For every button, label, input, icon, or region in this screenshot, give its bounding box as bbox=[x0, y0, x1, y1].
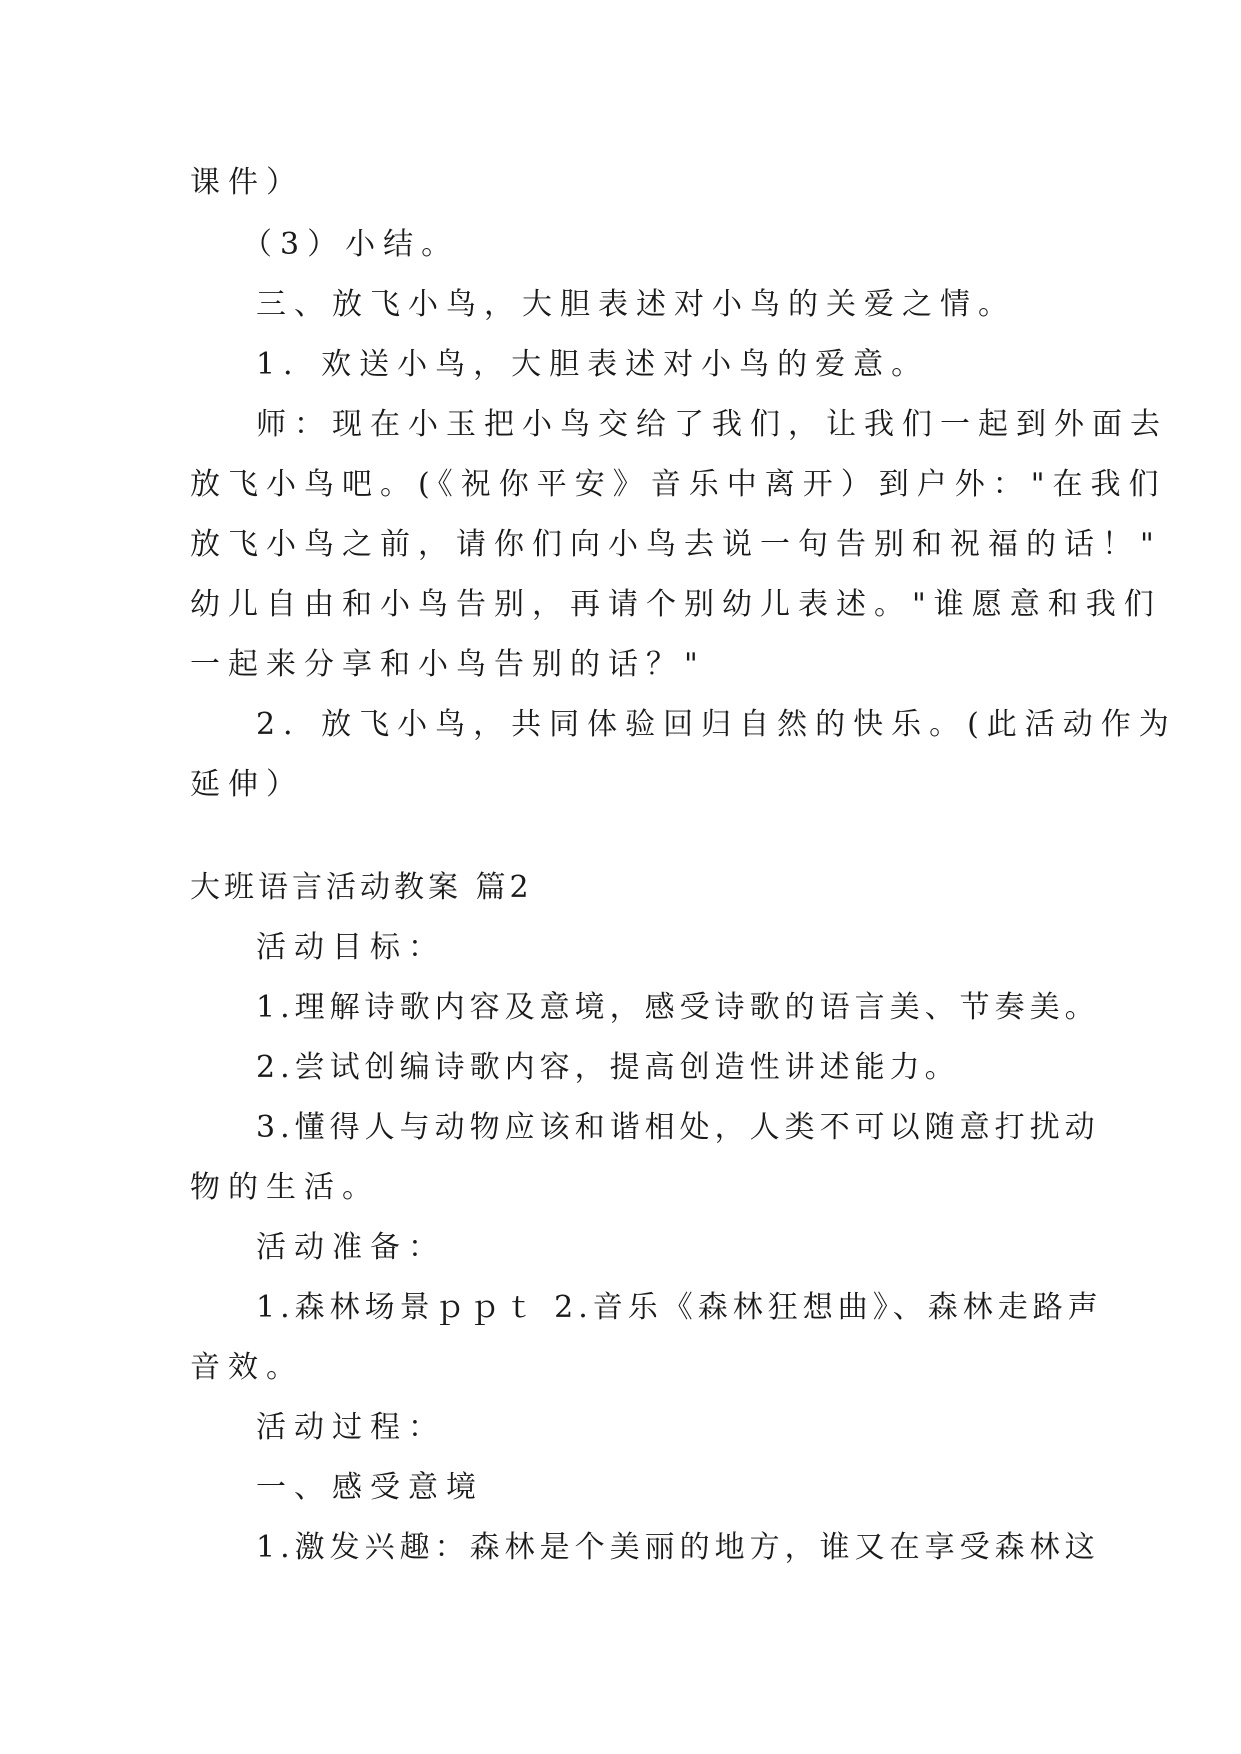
text-line: 1.理解诗歌内容及意境，感受诗歌的语言美、节奏美。 bbox=[256, 990, 1100, 1025]
text-line: 1.激发兴趣：森林是个美丽的地方，谁又在享受森林这 bbox=[256, 1530, 1100, 1565]
section-heading: 三、放飞小鸟，大胆表述对小鸟的关爱之情。 bbox=[256, 287, 1016, 322]
text-line: 1．欢送小鸟，大胆表述对小鸟的爱意。 bbox=[256, 347, 930, 382]
text-line: 放飞小鸟之前，请你们向小鸟去说一句告别和祝福的话！" bbox=[190, 527, 1162, 562]
section-heading: 一、感受意境 bbox=[256, 1470, 484, 1505]
text-line: 课件） bbox=[190, 165, 304, 200]
text-line: 2.尝试创编诗歌内容，提高创造性讲述能力。 bbox=[256, 1050, 960, 1085]
section-heading: 活动目标： bbox=[256, 930, 446, 965]
section-heading: 活动过程： bbox=[256, 1410, 446, 1445]
text-line: 放飞小鸟吧。(《祝你平安》音乐中离开）到户外："在我们 bbox=[190, 467, 1167, 502]
text-line: 物的生活。 bbox=[190, 1170, 380, 1205]
text-line: 3.懂得人与动物应该和谐相处，人类不可以随意打扰动 bbox=[256, 1110, 1100, 1145]
article-title: 大班语言活动教案 篇2 bbox=[190, 870, 533, 905]
text-line: 一起来分享和小鸟告别的话？" bbox=[190, 647, 706, 682]
text-line: 幼儿自由和小鸟告别，再请个别幼儿表述。"谁愿意和我们 bbox=[190, 587, 1162, 622]
text-line: 音效。 bbox=[190, 1350, 304, 1385]
text-line: 延伸） bbox=[190, 767, 304, 802]
text-line: 1.森林场景ｐｐｔ 2.音乐《森林狂想曲》、森林走路声 bbox=[256, 1290, 1103, 1325]
text-line: 师：现在小玉把小鸟交给了我们，让我们一起到外面去 bbox=[256, 407, 1168, 442]
text-line: （3）小结。 bbox=[242, 227, 460, 262]
text-line: 2．放飞小鸟，共同体验回归自然的快乐。(此活动作为 bbox=[256, 707, 1177, 742]
section-heading: 活动准备： bbox=[256, 1230, 446, 1265]
